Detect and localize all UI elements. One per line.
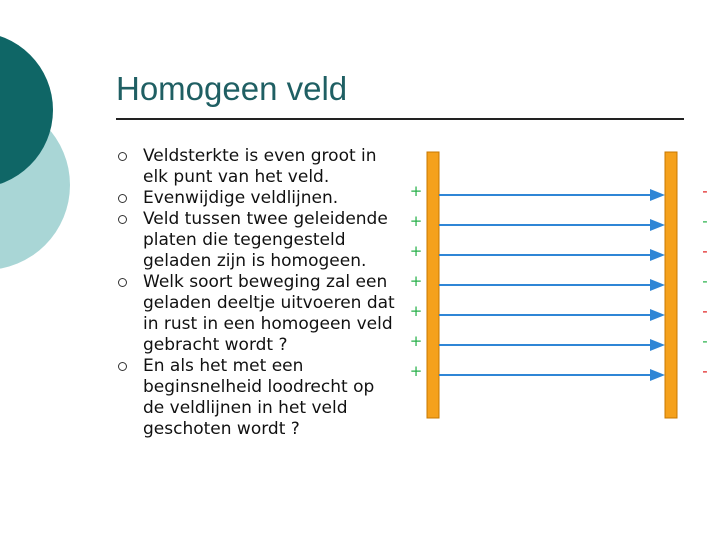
- homogeneous-field-diagram: [400, 145, 720, 425]
- field-line-arrowhead: [650, 279, 665, 291]
- field-line-arrowhead: [650, 219, 665, 231]
- minus-charge-label: -: [702, 272, 708, 290]
- circle-bullet-icon: [118, 278, 127, 287]
- field-line-arrowhead: [650, 339, 665, 351]
- plus-charge-label: +: [409, 182, 423, 200]
- decorative-circles: [0, 0, 120, 300]
- plus-charge-label: +: [409, 272, 423, 290]
- circle-bullet-icon: [118, 194, 127, 203]
- bullet-text: Veldsterkte is even groot in elk punt van het veld.: [143, 146, 377, 187]
- field-line-arrowhead: [650, 189, 665, 201]
- minus-charge-label: -: [702, 212, 708, 230]
- bullet-item: [116, 272, 396, 356]
- bullet-text: Evenwijdige veldlijnen.: [143, 188, 339, 208]
- title-underline: [116, 118, 684, 120]
- bullet-item: [116, 356, 396, 440]
- minus-charge-label: -: [702, 302, 708, 320]
- circle-bullet-icon: [118, 215, 127, 224]
- bullet-item: [116, 146, 396, 188]
- plus-charge-label: +: [409, 362, 423, 380]
- field-line-arrowhead: [650, 249, 665, 261]
- plus-charge-label: +: [409, 302, 423, 320]
- bullet-text: Veld tussen twee geleidende platen die tegengesteld geladen zijn is homogeen.: [143, 209, 388, 271]
- minus-charge-label: -: [702, 182, 708, 200]
- field-line-arrowhead: [650, 309, 665, 321]
- minus-charge-label: -: [702, 332, 708, 350]
- plus-charge-label: +: [409, 332, 423, 350]
- bullet-item: [116, 188, 396, 209]
- positive-plate: [427, 152, 439, 418]
- negative-plate: [665, 152, 677, 418]
- bullet-text: En als het met een beginsnelheid loodrecht op de veldlijnen in het veld geschoten wordt ?: [143, 356, 375, 439]
- bullet-list: [116, 146, 396, 440]
- minus-charge-label: -: [702, 362, 708, 380]
- plus-charge-label: +: [409, 242, 423, 260]
- bullet-item: [116, 209, 396, 272]
- field-line-arrowhead: [650, 369, 665, 381]
- circle-bullet-icon: [118, 362, 127, 371]
- slide-title: Homogeen veld: [116, 70, 348, 107]
- circle-bullet-icon: [118, 152, 127, 161]
- bullet-text: Welk soort beweging zal een geladen deeltje uitvoeren dat in rust in een homogeen veld gebracht wordt ?: [143, 272, 395, 355]
- minus-charge-label: -: [702, 242, 708, 260]
- plus-charge-label: +: [409, 212, 423, 230]
